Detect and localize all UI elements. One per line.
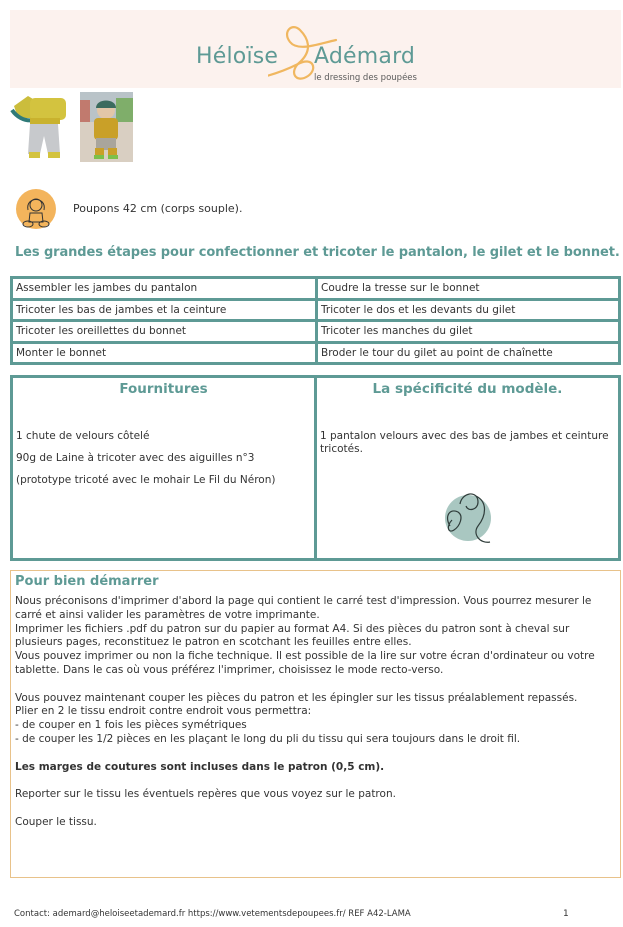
step-cell: Tricoter les manches du gilet bbox=[317, 321, 620, 343]
step-cell: Tricoter les bas de jambes et la ceinture bbox=[12, 299, 317, 321]
brand-logo bbox=[196, 24, 456, 88]
steps-table bbox=[10, 276, 621, 365]
supply-item: 90g de Laine à tricoter avec des aiguilles n°3 bbox=[16, 452, 255, 464]
brand-name-right: Adémard bbox=[314, 44, 416, 69]
getting-started-body bbox=[15, 595, 616, 830]
info-boxes bbox=[10, 375, 621, 561]
step-cell: Coudre la tresse sur le bonnet bbox=[317, 278, 620, 300]
page-number: 1 bbox=[563, 909, 569, 919]
supply-item: (prototype tricoté avec le mohair Le Fil du Néron) bbox=[16, 474, 276, 486]
supplies-title: Fournitures bbox=[119, 381, 208, 397]
instruction-paragraph: Vous pouvez maintenant couper les pièces du patron et les épingler sur les tissus préalablement repassés. bbox=[15, 691, 578, 704]
product-image-flatlay bbox=[10, 92, 72, 162]
instruction-paragraph: Imprimer les fichiers .pdf du patron sur du papier au format A4. Si des pièces du patron sont à cheval sur plusieurs pages, reconstituez le patron en scotchant les feuilles entre elles. bbox=[15, 622, 570, 649]
step-cell: Tricoter les oreillettes du bonnet bbox=[12, 321, 317, 343]
brand-tagline: le dressing des poupées bbox=[314, 73, 417, 83]
table-row bbox=[12, 321, 620, 343]
instruction-paragraph: - de couper les 1/2 pièces en les plaçant le long du pli du tissu qui sera toujours dans le droit fil. bbox=[15, 732, 521, 745]
instruction-paragraph: Vous pouvez imprimer ou non la fiche technique. Il est possible de la lire sur votre écran d'ordinateur ou votre tablette. Dans le cas où vous préférez l'imprimer, choisissez le mode recto-verso. bbox=[15, 650, 595, 676]
doll-size-label: Poupons 42 cm (corps souple). bbox=[73, 202, 243, 215]
specificity-box bbox=[317, 378, 618, 558]
instruction-paragraph: Reporter sur le tissu les éventuels repères que vous voyez sur le patron. bbox=[15, 788, 396, 801]
supply-item: 1 chute de velours côtelé bbox=[16, 430, 150, 442]
table-row bbox=[12, 299, 620, 321]
getting-started-title: Pour bien démarrer bbox=[15, 574, 159, 589]
step-cell: Broder le tour du gilet au point de chaînette bbox=[317, 342, 620, 364]
getting-started-box bbox=[10, 570, 621, 878]
instruction-paragraph: Nous préconisons d'imprimer d'abord la page qui contient le carré test d'impression. Vous pourrez mesurer le carré et ainsi valider les paramètres de votre imprimante. bbox=[15, 595, 592, 621]
doll-icon bbox=[15, 188, 57, 230]
table-row bbox=[12, 342, 620, 364]
specificity-text: 1 pantalon velours avec des bas de jambes et ceinture tricotés. bbox=[320, 430, 609, 455]
product-image-doll bbox=[80, 92, 133, 162]
step-cell: Monter le bonnet bbox=[12, 342, 317, 364]
supplies-list bbox=[16, 430, 308, 496]
instruction-paragraph: - de couper en 1 fois les pièces symétriques bbox=[15, 719, 247, 732]
brand-name-left: Héloïse bbox=[196, 44, 279, 69]
specificity-title: La spécificité du modèle. bbox=[372, 381, 563, 397]
table-row bbox=[12, 278, 620, 300]
scroll-icon bbox=[432, 486, 498, 548]
supplies-box bbox=[13, 378, 317, 558]
footer-contact: Contact: ademard@heloiseetademard.fr https://www.vetementsdepoupees.fr/ REF A42-LAMA bbox=[14, 909, 411, 919]
step-cell: Assembler les jambes du pantalon bbox=[12, 278, 317, 300]
instruction-paragraph: Couper le tissu. bbox=[15, 815, 97, 828]
steps-title: Les grandes étapes pour confectionner et tricoter le pantalon, le gilet et le bonnet. bbox=[15, 245, 620, 260]
page-header bbox=[10, 10, 621, 88]
seam-allowance-note: Les marges de coutures sont incluses dans le patron (0,5 cm). bbox=[15, 760, 385, 773]
instruction-paragraph: Plier en 2 le tissu endroit contre endroit vous permettra: bbox=[15, 705, 312, 718]
step-cell: Tricoter le dos et les devants du gilet bbox=[317, 299, 620, 321]
